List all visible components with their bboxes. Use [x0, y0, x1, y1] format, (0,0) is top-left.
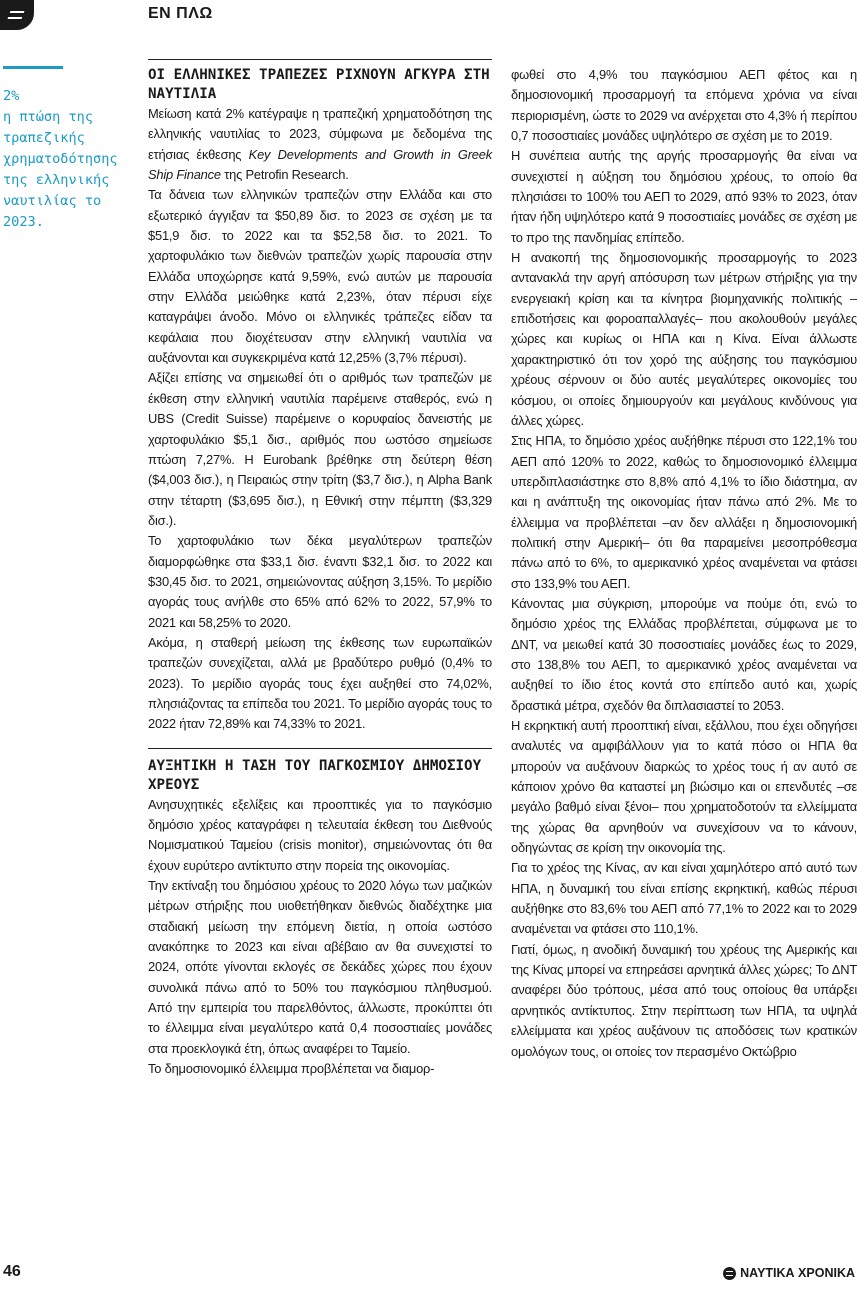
section-label: ΕΝ ΠΛΩ [148, 5, 213, 22]
article2-paragraph: Την εκτίναξη του δημόσιου χρέους το 2020 λόγω των μαζικών μέτρων στήριξης που υιοθετήθηκαν διεθνώς διαδέχτηκε μια σταδιακή μείωση την επόμενη διετία, η οποία ωστόσο ανακόπηκε το 2023 και είναι αβέβαιο αν θα συνεχιστεί το 2024, οπότε γίνονται εκλογές σε δεκάδες χώρες που έχουν συνολικά πάνω από το 50% του παγκόσμιου πληθυσμού. Από την εμπειρία του παρελθόντος, άλλωστε, προκύπτει ότι το έλλειμμα είναι μεγαλύτερο κατά 0,4 ποσοστιαίες μονάδες στα προεκλογικά έτη, όπως αναφέρει το Ταμείο. [148, 878, 492, 1056]
article2-divider [148, 748, 492, 795]
pullquote-rule [3, 66, 63, 69]
magazine-logo-icon [0, 0, 34, 30]
report-title: Key Developments and Growth in Greek Ship Finance [148, 146, 492, 183]
article1-paragraph: Αξίζει επίσης να σημειωθεί ότι ο αριθμός των τραπεζών με έκθεση στην ελληνική ναυτιλία παρέμεινε σταθερός, ενώ η UBS (Credit Suisse) παρέμεινε ο κορυφαίος δανειστής με χαρτοφυλάκιο $5,1 δισ., αριθμός που ωστόσο σημείωσε πτώση 7,27%. Η Eurobank βρέθηκε στη δεύτερη θέση ($4,003 δισ.), η Πειραιώς στην τρίτη ($3,7 δισ.), η Alpha Bank στην τέταρτη ($3,695 δισ.), η Εθνική στην πέμπτη ($3,329 δισ.). [148, 370, 492, 528]
footer-brand [723, 1266, 855, 1280]
article2-paragraph: Κάνοντας μια σύγκριση, μπορούμε να πούμε ότι, ενώ το δημόσιο χρέος της Ελλάδας προβλέπεται, σύμφωνα με το ΔΝΤ, να μειωθεί κατά 30 ποσοστιαίες μονάδες έως το 2029, στο 138,8% του ΑΕΠ, το αμερικανικό χρέος αναμένεται να αυξηθεί το ίδιο έτος κοντά στο επίπεδο αυτό και, χωρίς δραστικά μέτρα, σχεδόν θα διπλασιαστεί το 2053. [511, 595, 857, 713]
article2-paragraph: Η ανακοπή της δημοσιονομικής προσαρμογής το 2023 αντανακλά την αργή απόσυρση των μέτρων στήριξης για την ενεργειακή κρίση και τα κίνητρα βιομηχανικής πολιτικής –επιδοτήσεις και φοροαπαλλαγές– που ακολουθούν μεγάλες χώρες και κυρίως οι ΗΠΑ και η Κίνα. Είναι άλλωστε χαρακτηριστικό ότι τον χορό της αύξησης του παγκόσμιου χρέους σέρνουν οι δύο αυτές μεγαλύτερες οικονομίες του κόσμου, οι οποίες δημιουργούν και μεγάλους κινδύνους για άλλες χώρες. [511, 250, 857, 428]
article2-paragraph: Στις ΗΠΑ, το δημόσιο χρέος αυξήθηκε πέρυσι στο 122,1% του ΑΕΠ από 120% το 2022, καθώς το δημοσιονομικό έλλειμμα υπερδιπλασιάστηκε στο 8,8% από 4,1% το ίδιο διάστημα, αν και η ανάπτυξη της οικονομίας ήταν πάνω από 2%. Με το έλλειμμα να προβλέπεται –αν δεν αλλάξει η δημοσιονομική πολιτική στην Αμερική– ότι θα παραμείνει μεσοπρόθεσμα πάνω από το 6%, το αμερικανικό χρέος αναμένεται να φτάσει στο 133,9% του ΑΕΠ. [511, 433, 857, 591]
brand-logo-icon [723, 1267, 736, 1280]
article2-paragraph: Η συνέπεια αυτής της αργής προσαρμογής θα είναι να συνεχιστεί η αύξηση του δημόσιου χρέους, το οποίο θα πλησιάσει το 100% του ΑΕΠ το 2029, από 93% το 2023, όταν ήταν ήδη υψηλότερο κατά 9 ποσοστιαίες μονάδες σε σχέση με το προ της πανδημίας επίπεδο. [511, 148, 857, 245]
article1-paragraph: Μείωση κατά 2% κατέγραψε η τραπεζική χρηματοδότηση της ελληνικής ναυτιλίας το 2023, σύμφωνα με δεδομένα της ετήσιας έκθεσης Key Developments and Growth in Greek Ship Finance της Petrofin Research. [148, 106, 492, 183]
article2-paragraph: Το δημοσιονομικό έλλειμμα προβλέπεται να διαμορ- [148, 1061, 435, 1077]
brand-name: ΝΑΥΤΙΚΑ ΧΡΟΝΙΚΑ [740, 1266, 855, 1280]
article1-paragraph: Τα δάνεια των ελληνικών τραπεζών στην Ελλάδα και στο εξωτερικό άγγιξαν τα $50,89 δισ. το 2023 σε σχέση με τα $51,9 δισ. το 2022 και τα $52,58 δισ. το 2021. Το χαρτοφυλάκιο των διεθνών τραπεζών χωρίς παρουσία στην Ελλάδα υποχώρησε κατά 9,59%, ενώ αυτών με παρουσία στην Ελλάδα μειώθηκε κατά 2,23%, όταν πέρυσι είχε καταγράψει άνοδο. Μόνο οι ελληνικές τράπεζες είδαν τα κεφάλαια που διοχέτευσαν στην ελληνική ναυτιλία να αυξάνονται και συγκεκριμένα κατά 12,25% (3,7% πέρυσι). [148, 187, 492, 366]
left-column [148, 59, 492, 1079]
article2-paragraph: Γιατί, όμως, η ανοδική δυναμική του χρέους της Αμερικής και της Κίνας μπορεί να επηρεάσει αρνητικά άλλες χώρες; Το ΔΝΤ αναφέρει δύο τρόπους, μέσα από τους οποίους θα υπάρξει αρνητικός αντίκτυπος. Στην περίπτωση των ΗΠΑ, τα υψηλά ελλείμματα και χρέος αυξάνουν τις αποδόσεις των κρατικών ομολόγων τους, οι οποίες τον περασμένο Οκτώβριο [511, 941, 857, 1059]
article2-paragraph: Για το χρέος της Κίνας, αν και είναι χαμηλότερο από αυτό των ΗΠΑ, η δυναμική του είναι επίσης εκρηκτική, καθώς πέρυσι αυξήθηκε στο 83,6% του ΑΕΠ από 77,1% το 2022 και το 2029 αναμένεται να φτάσει στο 110,1%. [511, 860, 857, 937]
article2-title: ΑΥΞΗΤΙΚΗ Η ΤΑΣΗ ΤΟΥ ΠΑΓΚΟΣΜΙΟΥ ΔΗΜΟΣΙΟΥ ΧΡΕΟΥΣ [148, 757, 482, 793]
article1-paragraph: Ακόμα, η σταθερή μείωση της έκθεσης των ευρωπαϊκών τραπεζών συνεχίζεται, αλλά με βραδύτερο ρυθμό (0,4% το 2023). Το μερίδιο αγοράς τους έχει αυξηθεί στο 74,02%, πλησιάζοντας τα επίπεδα του 2021. Το μερίδιο αγοράς τους το 2022 ήταν 72,89% και 74,33% το 2021. [148, 634, 492, 732]
article1-paragraph: Το χαρτοφυλάκιο των δέκα μεγαλύτερων τραπεζών διαμορφώθηκε στα $33,1 δισ. έναντι $32,1 δισ. το 2022 και $30,45 δισ. το 2021, σημειώνοντας αύξηση 3,15%. Το μερίδιο αγοράς τους ανήλθε στο 65% από 62% το 2022, 57,9% το 2021 και 58,25% το 2020. [148, 533, 492, 630]
article2-paragraph: φωθεί στο 4,9% του παγκόσμιου ΑΕΠ φέτος και η δημοσιονομική προσαρμογή τα επόμενα χρόνια να είναι περιορισμένη, ώστε το 2029 να ανέρχεται στο 4,3% ή περίπου 0,7 ποσοστιαίες μονάδες υψηλότερο σε σχέση με το 2019. [511, 67, 857, 144]
article2-paragraph: Η εκρηκτική αυτή προοπτική είναι, εξάλλου, που έχει οδηγήσει αναλυτές να αμφιβάλλουν για το κατά πόσο οι ΗΠΑ θα μπορούν να αυξάνουν διαρκώς το χρέος τους ή αν αυτό σε κάποιον χρόνο θα καταστεί μη βιώσιμο και οι επενδυτές –σε μεγάλο βαθμό είναι ξένοι– που χρηματοδοτούν τα ελλείμματα της χώρας θα αρνηθούν να συνεχίσουν να το κάνουν, οδηγώντας σε κρίση την οικονομία της. [511, 718, 857, 856]
right-column [511, 65, 857, 1062]
page-number: 46 [3, 1263, 21, 1280]
pullquote: 2% η πτώση της τραπεζικής χρηματοδότησης της ελληνικής ναυτιλίας το 2023. [3, 88, 118, 230]
article2-paragraph: Ανησυχητικές εξελίξεις και προοπτικές για το παγκόσμιο δημόσιο χρέος καταγράφει η τελευταία έκθεση του Διεθνούς Νομισματικού Ταμείου (crisis monitor), σημειώνοντας ότι θα έχουν ευρύτερο αντίκτυπο στην πορεία της οικονομίας. [148, 796, 492, 873]
article1-title: ΟΙ ΕΛΛΗΝΙΚΕΣ ΤΡΑΠΕΖΕΣ ΡΙΧΝΟΥΝ ΑΓΚΥΡΑ ΣΤΗ ΝΑΥΤΙΛΙΑ [148, 67, 490, 102]
